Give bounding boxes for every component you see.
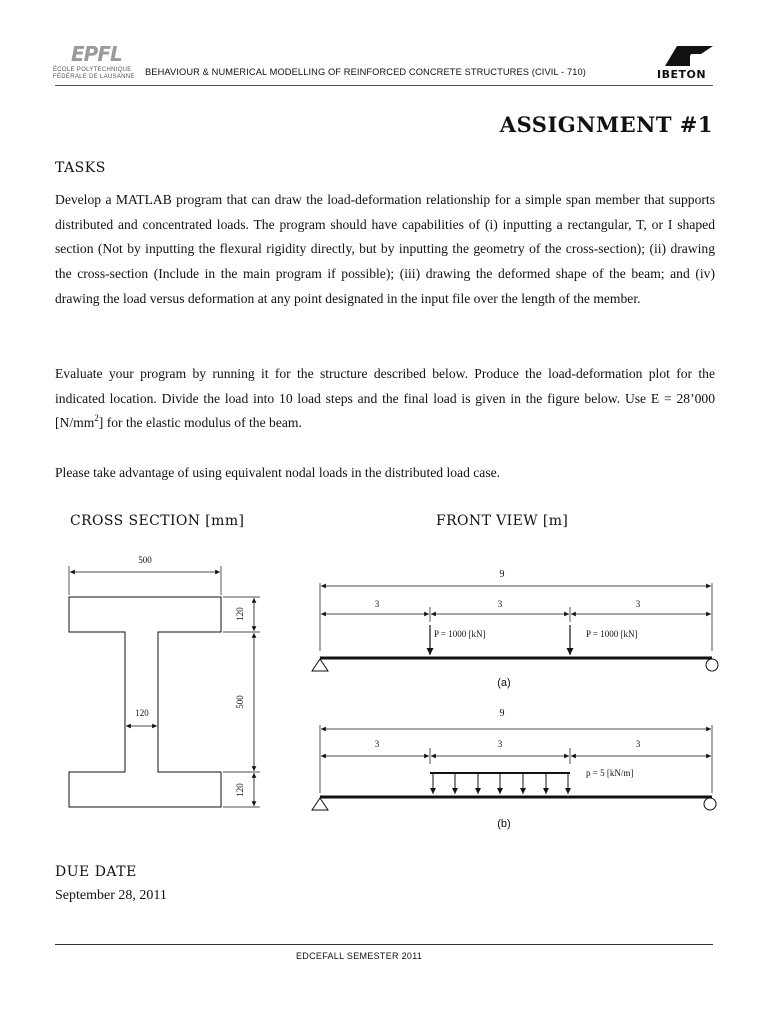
a-load2-text: P = 1000 [kN] [586,629,638,639]
b-span1-text: 3 [374,739,380,749]
tasks-paragraph-3: Please take advantage of using equivalent nodal loads in the distributed load case. [55,465,501,480]
due-date-value: September 28, 2011 [55,888,167,903]
b-roller-support-icon [704,798,716,810]
a-roller-support-icon [706,659,718,671]
b-span3-text: 3 [635,739,641,749]
footer-rule [55,944,713,945]
page-title: ASSIGNMENT #1 [499,112,713,137]
a-pin-support-icon [312,659,328,671]
due-date-heading: DUE DATE [55,864,137,880]
epfl-logo-mark: EPFL [71,42,122,66]
b-pin-support-icon [312,798,328,810]
a-caption: (a) [497,677,511,689]
b-span2-text: 3 [497,739,503,749]
dim-web-height-text: 500 [235,695,245,709]
epfl-logo-line2: FÉDÉRALE DE LAUSANNE [53,74,135,80]
b-distributed-load-bar [430,772,570,774]
tasks-heading: TASKS [55,160,106,176]
tasks-paragraph-2-sup: 2 [94,412,99,423]
tasks-paragraph-1: Develop a MATLAB program that can draw the load-deformation relationship for a simple span member that supports distributed and concentrated loads. The program should have capabilities of (i) inputting a rectangular, T, or I shaped section (Not by inputting the flexural rigidity directly, but by inputting the geometry of the cross-section); (ii) drawing the cross-section (Include in the main program if possible); (iii) drawing the deformed shape of the beam; and (iv) drawing the load versus deformation at any point designated in the input file over the length of the member. [55,192,715,306]
a-span1-text: 3 [374,599,380,609]
epfl-logo-line1: ÉCOLE POLYTECHNIQUE [53,67,132,73]
footer-text: EDCEFALL SEMESTER 2011 [296,951,423,961]
a-load1-text: P = 1000 [kN] [434,629,486,639]
b-total-dim-text: 9 [499,708,505,719]
dim-top-flange-text: 120 [235,607,245,621]
dim-width-text: 500 [138,555,152,565]
dim-web-text: 120 [135,708,149,718]
tasks-paragraph-2-a: Evaluate your program by running it for the structure described below. Produce the load-deformation plot for the indicated location. Divide the load into 10 load steps and the final load is given in the figure below. Use E = 28’000 [N/mm [55,366,715,431]
i-section-outline [69,597,221,807]
b-caption: (b) [497,818,511,830]
cross-section-label: CROSS SECTION [mm] [70,513,245,529]
a-span3-text: 3 [635,599,641,609]
a-span2-text: 3 [497,599,503,609]
b-distributed-load-arrows [433,774,568,794]
dim-bottom-flange-text: 120 [235,783,245,797]
ibeton-logo-text: IBETON [657,68,707,81]
b-load-text: p = 5 [kN/m] [586,768,634,778]
course-title: BEHAVIOUR & NUMERICAL MODELLING OF REINFORCED CONCRETE STRUCTURES (CIVIL - 710) [145,67,586,77]
front-view-label: FRONT VIEW [m] [436,513,569,529]
tasks-paragraph-2-b: ] for the elastic modulus of the beam. [98,415,302,431]
a-total-dim-text: 9 [499,569,505,580]
